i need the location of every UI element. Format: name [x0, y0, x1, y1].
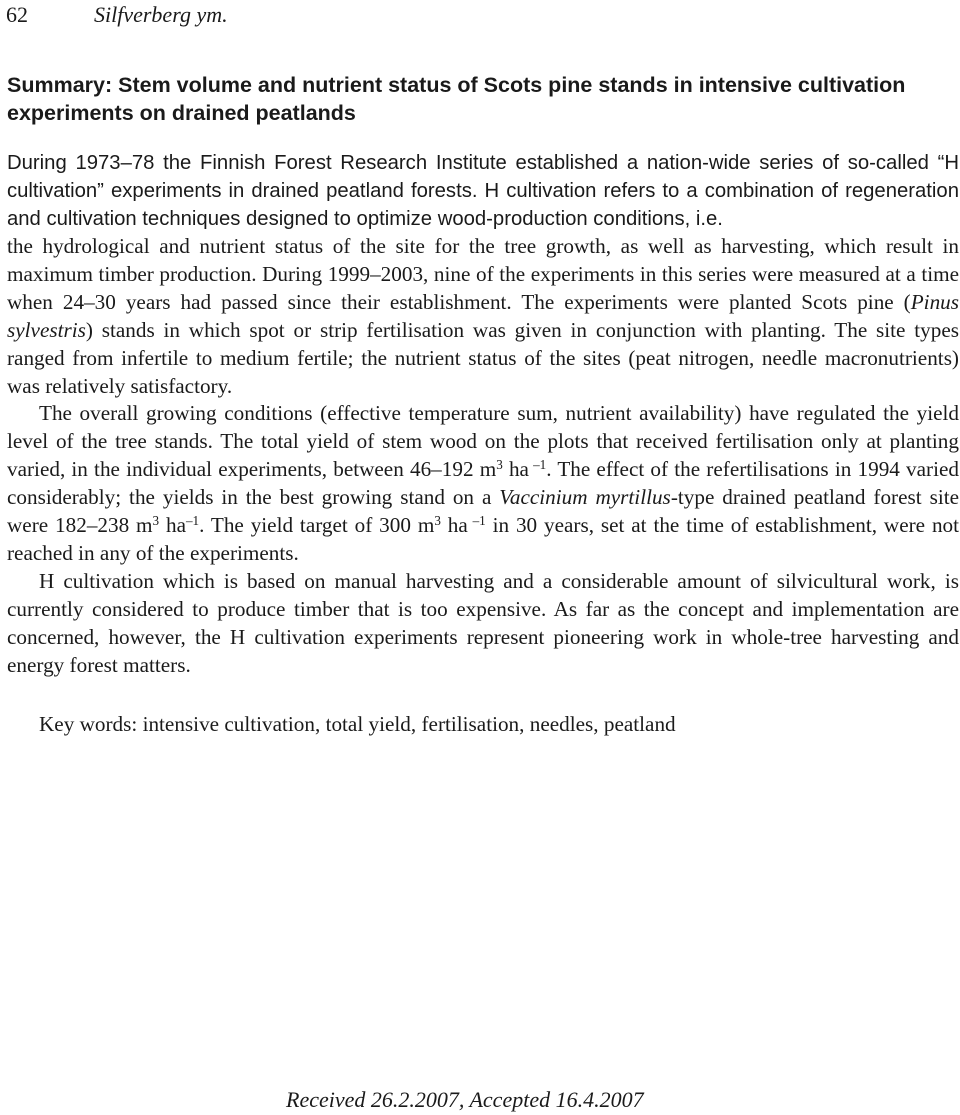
species-name-vaccinium: Vaccinium — [499, 485, 588, 510]
abstract-sans-text: During 1973–78 the Finnish Forest Research Institute established a nation-wide series of so-called “H cultivation” experiments in drained peatland forests. H cultivation refers to a combination of regeneration and cultivation techniques designed to optimize wood-production conditions, i.e. — [7, 152, 959, 230]
species-name-pinus: Pinus sylvestris — [7, 289, 959, 342]
paragraph-1-text-b: ) stands in which spot or strip fertilisation was given in conjunction with planting. The site types ranged from infertile to medium fertile; the nutrient status of the sites (peat nitrogen, needle macronutrients) was relatively satisfactory. — [7, 317, 959, 398]
paragraph-2-text-b: The effect of the refertilisations in 1994 varied considerably; the yields in the best growing stand on a — [7, 457, 959, 510]
abstract-body — [7, 233, 959, 680]
running-title: Silfverberg ym. — [94, 2, 228, 27]
abstract-sans-paragraph — [7, 150, 959, 233]
paragraph-2-text-c: -type drained peatland forest site were 182–238 m — [7, 485, 959, 538]
m3-exponent: 3 — [152, 512, 160, 528]
paragraph-2-text-d: . The yield target of 300 m — [199, 513, 435, 538]
paragraph-3-text: H cultivation which is based on manual harvesting and a considerable amount of silvicultural work, is currently considered to produce timber that is too expensive. As far as the concept and implementation are concerned, however, the H cultivation experiments represent pioneering work in whole-tree harvesting and energy forest matters. — [7, 568, 959, 677]
ha-exponent: –1 — [185, 512, 200, 528]
received-accepted-dates: Received 26.2.2007, Accepted 16.4.2007 — [286, 1087, 644, 1112]
keywords: Key words: intensive cultivation, total yield, fertilisation, needles, peatland — [39, 712, 676, 736]
running-head — [6, 0, 228, 30]
m3-exponent: 3 — [496, 457, 503, 473]
ha-exponent: –1 — [528, 457, 547, 473]
paragraph-1-text-a: the hydrological and nutrient status of the site for the tree growth, as well as harvesting, which result in maximum timber production. During 1999–2003, nine of the experiments in this series were measured at a time when 24–30 years had passed since their establishment. The experiments were planted Scots pine ( — [7, 234, 959, 314]
species-name-myrtillus: myrtillus — [595, 485, 671, 510]
paragraph-2-text-e: in 30 years, set at the time of establishment, were not reached in any of the experiments. — [7, 513, 960, 565]
abstract-paragraph-2: The overall growing conditions (effective temperature sum, nutrient availability) have regulated the yield level of the tree stands. The total yield of stem wood on the plots that received fertilisation only at planting varied, in the individual experiments, between 46–192 $m^3$ ha $^{-1}$. The effect of the refertilisations in 1994 varied considerably; the yields in the best growing stand on a Vaccinium myrtillus-type drained peatland forest site were 182–238 $m^3$ $ha^{-1}$. The yield target of 300 $m^3$ ha $^{-1}$ in 30 years, set at the time of establishment, were not reached in any of the experiments. — [7, 401, 960, 565]
abstract-paragraph-1 — [7, 233, 959, 400]
ha-exponent: –1 — [467, 512, 486, 528]
page-number: 62 — [6, 2, 28, 27]
abstract-paragraph-3 — [7, 568, 959, 680]
summary-title: Summary: Stem volume and nutrient status of Scots pine stands in intensive cultivation experiments on drained peatlands — [7, 73, 906, 125]
ha-unit: ha — [440, 513, 468, 538]
m3-exponent: 3 — [434, 512, 441, 528]
ha-unit: ha — [159, 513, 186, 538]
ha-unit: ha — [502, 457, 529, 482]
paragraph-2-text-a: The overall growing conditions (effective temperature sum, nutrient availability) have regulated the yield level of the tree stands. The total yield of stem wood on the plots that received fertilisation only at planting varied, in the individual experiments, between 46–192 m — [7, 401, 959, 482]
